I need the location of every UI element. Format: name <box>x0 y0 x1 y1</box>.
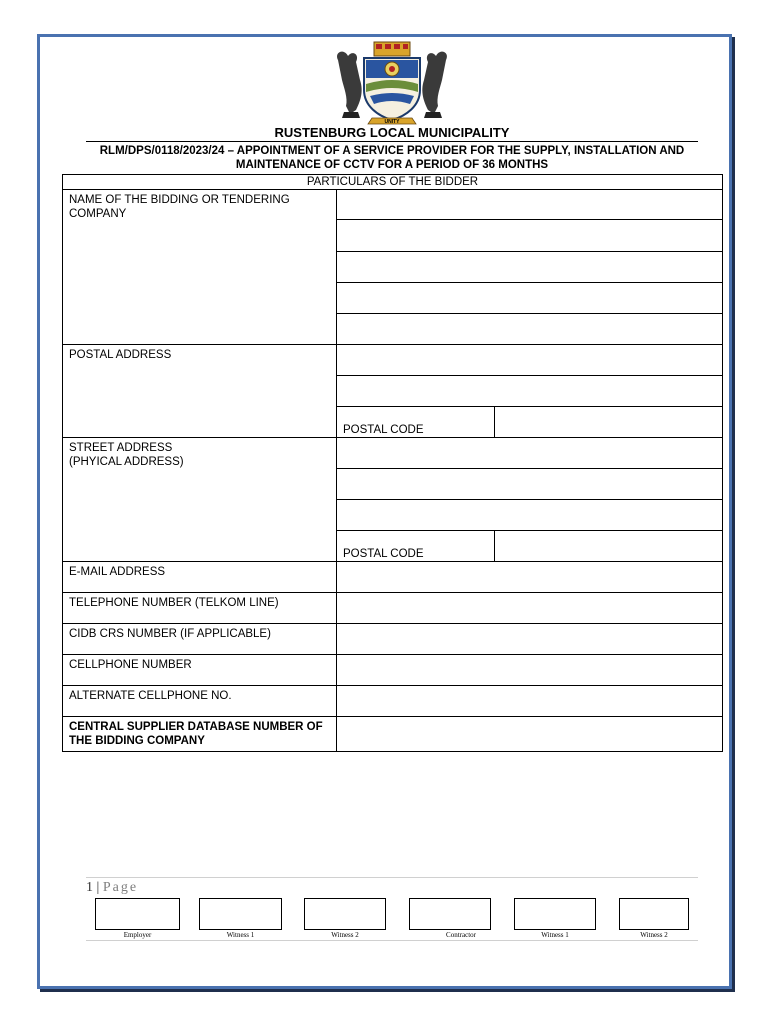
company-name-label: NAME OF THE BIDDING OR TENDERING COMPANY <box>63 190 337 345</box>
street-postal-code-field[interactable] <box>495 531 723 562</box>
street-address-label <box>63 438 337 562</box>
alt-cellphone-field[interactable] <box>337 686 723 717</box>
email-label: E-MAIL ADDRESS <box>63 562 337 593</box>
tender-title-line-1: RLM/DPS/0118/2023/24 – APPOINTMENT OF A SERVICE PROVIDER FOR THE SUPPLY, INSTALLATION AND <box>99 145 685 157</box>
company-name-field-2[interactable] <box>337 220 723 252</box>
signature-label-contractor: Contractor <box>446 931 476 939</box>
witness-2b-initial-box[interactable] <box>619 898 689 930</box>
csd-field[interactable] <box>337 717 723 752</box>
street-address-field-1[interactable] <box>337 438 723 469</box>
page-separator: | <box>96 880 100 895</box>
street-address-field-2[interactable] <box>337 469 723 500</box>
alt-cellphone-label: ALTERNATE CELLPHONE NO. <box>63 686 337 717</box>
employer-initial-box[interactable] <box>95 898 180 930</box>
signature-label-witness-1: Witness 1 <box>226 931 255 939</box>
footer-divider <box>86 877 698 878</box>
street-postal-code-label: POSTAL CODE <box>337 531 495 562</box>
crest-motto: UNITY <box>384 119 400 125</box>
tender-title <box>86 144 698 172</box>
contractor-initial-box[interactable] <box>409 898 491 930</box>
footer-bottom-divider <box>86 940 698 941</box>
street-address-field-3[interactable] <box>337 500 723 531</box>
witness-1-initial-box[interactable] <box>199 898 282 930</box>
cellphone-label: CELLPHONE NUMBER <box>63 655 337 686</box>
street-address-label-line-2: (PHYICAL ADDRESS) <box>69 456 184 468</box>
company-name-field-4[interactable] <box>337 283 723 314</box>
company-name-field-5[interactable] <box>337 314 723 345</box>
email-field[interactable] <box>337 562 723 593</box>
page-number-label <box>86 880 138 896</box>
tender-title-line-2: MAINTENANCE OF CCTV FOR A PERIOD OF 36 MONTHS <box>235 159 549 171</box>
signature-label-employer: Employer <box>123 931 152 939</box>
page-word: Page <box>102 880 139 895</box>
postal-code-label: POSTAL CODE <box>337 407 495 438</box>
cellphone-field[interactable] <box>337 655 723 686</box>
section-title: PARTICULARS OF THE BIDDER <box>63 175 723 190</box>
signature-label-witness-1b: Witness 1 <box>541 931 569 939</box>
bidder-particulars-table <box>62 174 723 752</box>
postal-address-label: POSTAL ADDRESS <box>63 345 337 438</box>
street-address-label-line-1: STREET ADDRESS <box>69 442 173 454</box>
cidb-label: CIDB CRS NUMBER (IF APPLICABLE) <box>63 624 337 655</box>
telephone-label: TELEPHONE NUMBER (TELKOM LINE) <box>63 593 337 624</box>
signature-label-witness-2: Witness 2 <box>331 931 359 939</box>
company-name-field-1[interactable] <box>337 190 723 220</box>
telephone-field[interactable] <box>337 593 723 624</box>
witness-2-initial-box[interactable] <box>304 898 386 930</box>
municipality-name: RUSTENBURG LOCAL MUNICIPALITY <box>86 125 698 142</box>
signature-label-witness-2b: Witness 2 <box>640 931 668 939</box>
cidb-field[interactable] <box>337 624 723 655</box>
company-name-field-3[interactable] <box>337 252 723 283</box>
page-number: 1 <box>86 880 93 895</box>
csd-label: CENTRAL SUPPLIER DATABASE NUMBER OF THE BIDDING COMPANY <box>63 717 337 752</box>
postal-address-field-1[interactable] <box>337 345 723 376</box>
postal-address-field-2[interactable] <box>337 376 723 407</box>
municipal-crest-logo <box>330 40 454 126</box>
witness-1b-initial-box[interactable] <box>514 898 596 930</box>
postal-code-field[interactable] <box>495 407 723 438</box>
